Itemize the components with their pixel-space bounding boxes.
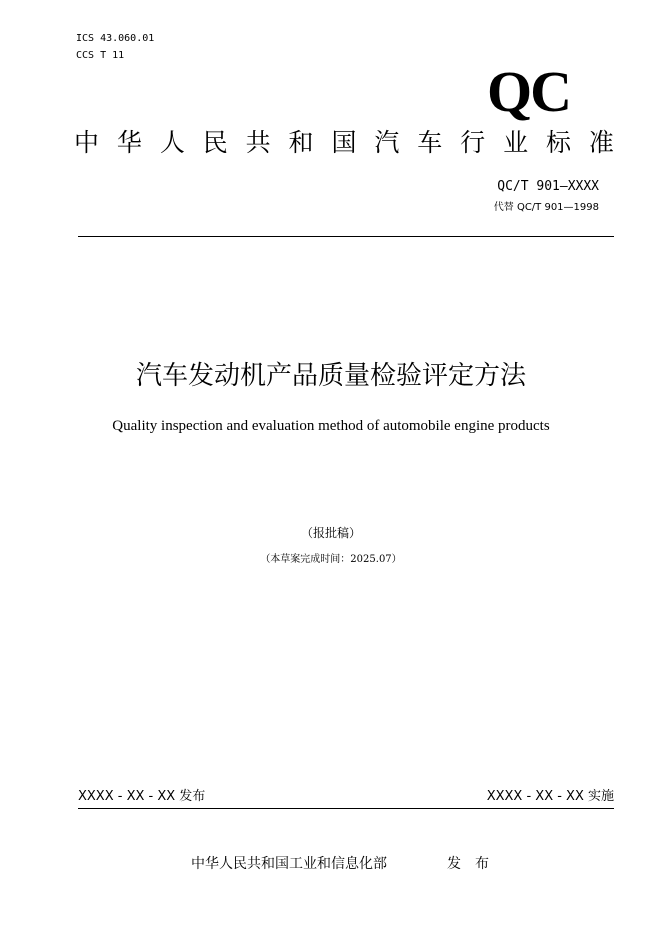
standard-name-char: 车 bbox=[417, 128, 443, 157]
standard-name-char: 汽 bbox=[374, 128, 400, 157]
standard-name-char: 华 bbox=[116, 128, 142, 157]
footer-divider bbox=[78, 808, 614, 809]
standard-name-char: 准 bbox=[588, 128, 614, 157]
ics-code: ICS 43.060.01 bbox=[76, 33, 155, 44]
document-title-zh: 汽车发动机产品质量检验评定方法 bbox=[135, 361, 526, 391]
implementation-date: XXXX - XX - XX 实施 bbox=[486, 789, 614, 804]
publish-label: 发布 bbox=[447, 856, 503, 872]
issue-date: XXXX - XX - XX 发布 bbox=[78, 789, 206, 804]
standard-name-char: 民 bbox=[202, 128, 228, 157]
publisher: 中华人民共和国工业和信息化部 bbox=[191, 856, 387, 872]
header-divider bbox=[78, 236, 614, 237]
standard-name-char: 中 bbox=[74, 128, 100, 157]
standard-category-title bbox=[74, 128, 614, 158]
replaces-standard: 代替 QC/T 901—1998 bbox=[493, 202, 599, 213]
standard-number: QC/T 901—XXXX bbox=[497, 179, 599, 194]
standard-name-char: 和 bbox=[288, 128, 314, 157]
standard-name-char: 业 bbox=[503, 128, 529, 157]
draft-status: （报批稿） bbox=[300, 526, 361, 540]
standard-name-char: 国 bbox=[331, 128, 357, 157]
qc-logo: QC bbox=[487, 59, 570, 124]
document-title-en: Quality inspection and evaluation method of automobile engine products bbox=[112, 418, 550, 434]
standard-name-char: 标 bbox=[545, 128, 571, 157]
draft-completion-date: （本草案完成时间：2025.07） bbox=[260, 554, 402, 565]
standard-name-char: 人 bbox=[159, 128, 185, 157]
standard-name-char: 共 bbox=[245, 128, 271, 157]
ccs-code: CCS T 11 bbox=[76, 50, 125, 61]
standard-name-char: 行 bbox=[460, 128, 486, 157]
